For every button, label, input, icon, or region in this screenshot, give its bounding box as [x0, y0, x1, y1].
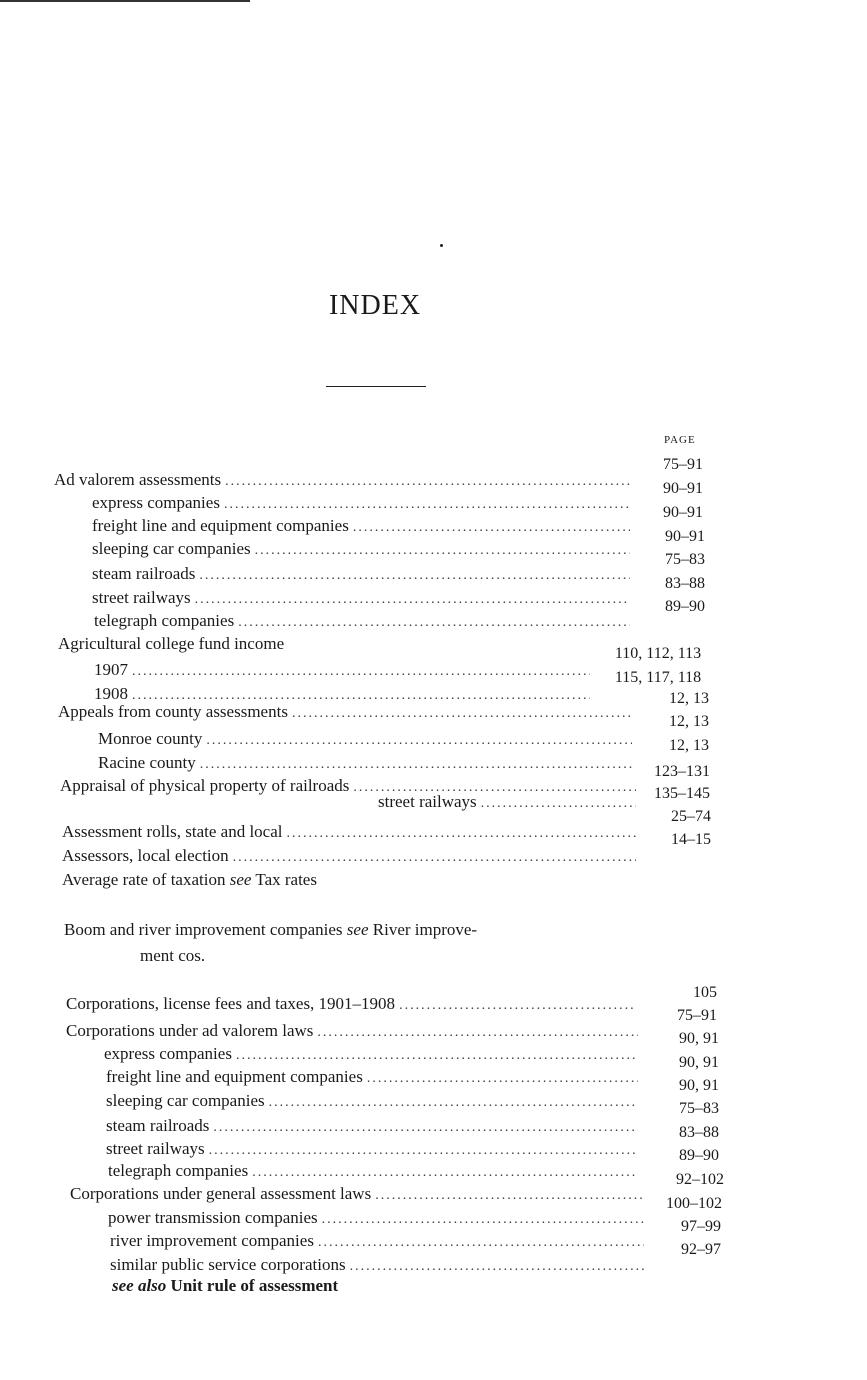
page-number: 92–97 — [681, 1241, 721, 1258]
page-number: 75–83 — [679, 1100, 719, 1117]
index-entry: freight line and equipment companies ..... — [106, 1067, 642, 1089]
index-entry: Assessment rolls, state and local ..... — [62, 822, 640, 844]
index-entry: telegraph companies ..... — [108, 1161, 642, 1183]
page-number: 123–131 — [654, 763, 710, 780]
page-number: 90–91 — [665, 528, 705, 545]
index-entry: Average rate of taxation see Tax rates — [62, 870, 317, 889]
index-entry: sleeping car companies ..... — [92, 539, 634, 561]
index-entry: power transmission companies ..... — [108, 1208, 648, 1230]
index-entry: Corporations under general assessment laws ..... — [70, 1184, 646, 1206]
page-number: 75–83 — [665, 551, 705, 568]
page-title: INDEX — [328, 290, 422, 321]
index-entry: Corporations under ad valorem laws ..... — [66, 1021, 642, 1043]
page-number: 100–102 — [666, 1195, 722, 1212]
page-number: 90, 91 — [679, 1030, 719, 1047]
page-number: 83–88 — [679, 1124, 719, 1141]
page-number: 115, 117, 118 — [614, 669, 702, 686]
index-entry: Boom and river improvement companies see River improve- — [64, 920, 478, 939]
page-number: 97–99 — [681, 1218, 721, 1235]
page-number: 90, 91 — [679, 1054, 719, 1071]
index-entry: Monroe county ..... — [98, 729, 636, 751]
page-column-header: PAGE — [664, 434, 696, 446]
page-number: 110, 112, 113 — [614, 645, 702, 662]
page-number: 89–90 — [679, 1147, 719, 1164]
index-entry: street railways ..... — [92, 588, 634, 610]
page-number: 12, 13 — [669, 737, 709, 754]
page-number: 90, 91 — [679, 1077, 719, 1094]
index-entry: river improvement companies ..... — [110, 1231, 648, 1253]
page-number: 75–91 — [677, 1007, 717, 1024]
page-number: 14–15 — [671, 831, 711, 848]
page-number: 92–102 — [676, 1171, 724, 1188]
top-edge-line — [0, 0, 250, 2]
index-entry: see also Unit rule of assessment — [112, 1276, 339, 1295]
index-entry: telegraph companies ..... — [94, 611, 634, 633]
index-entry: 1908 ..... — [94, 684, 594, 706]
index-entry-continuation: ment cos. — [140, 946, 206, 965]
index-entry: steam railroads ..... — [92, 564, 634, 586]
page-number: 12, 13 — [669, 690, 709, 707]
page-number: 12, 13 — [669, 713, 709, 730]
index-entry: sleeping car companies ..... — [106, 1091, 642, 1113]
index-entry: Agricultural college fund income — [58, 634, 285, 653]
page-number: 89–90 — [665, 598, 705, 615]
index-entry: Appeals from county assessments ..... — [58, 702, 636, 724]
page-number: 90–91 — [663, 480, 703, 497]
index-entry: street railways ..... — [106, 1139, 642, 1161]
index-entry: freight line and equipment companies ..... — [92, 516, 634, 538]
index-entry: similar public service corporations ..... — [110, 1255, 648, 1277]
index-entry: street railways ..... — [378, 792, 640, 814]
index-entry: express companies ..... — [104, 1044, 642, 1066]
index-entry: express companies ..... — [92, 493, 634, 515]
title-rule — [326, 386, 426, 387]
index-entry: Corporations, license fees and taxes, 1901–1908 ..... — [66, 994, 640, 1016]
index-entry: Racine county ..... — [98, 753, 636, 775]
page-number: 105 — [693, 984, 717, 1001]
page-number: 75–91 — [663, 456, 703, 473]
index-entry: Assessors, local election ..... — [62, 846, 640, 868]
page-number: 25–74 — [671, 808, 711, 825]
print-speck — [440, 244, 443, 247]
page-number: 90–91 — [663, 504, 703, 521]
page-number: 83–88 — [665, 575, 705, 592]
index-entry: steam railroads ..... — [106, 1116, 642, 1138]
index-entry: Ad valorem assessments ..... — [54, 470, 634, 492]
index-entry: 1907 ..... — [94, 660, 594, 682]
index-entry: Appraisal of physical property of railroads ..... — [60, 776, 640, 798]
page-number: 135–145 — [654, 785, 710, 802]
